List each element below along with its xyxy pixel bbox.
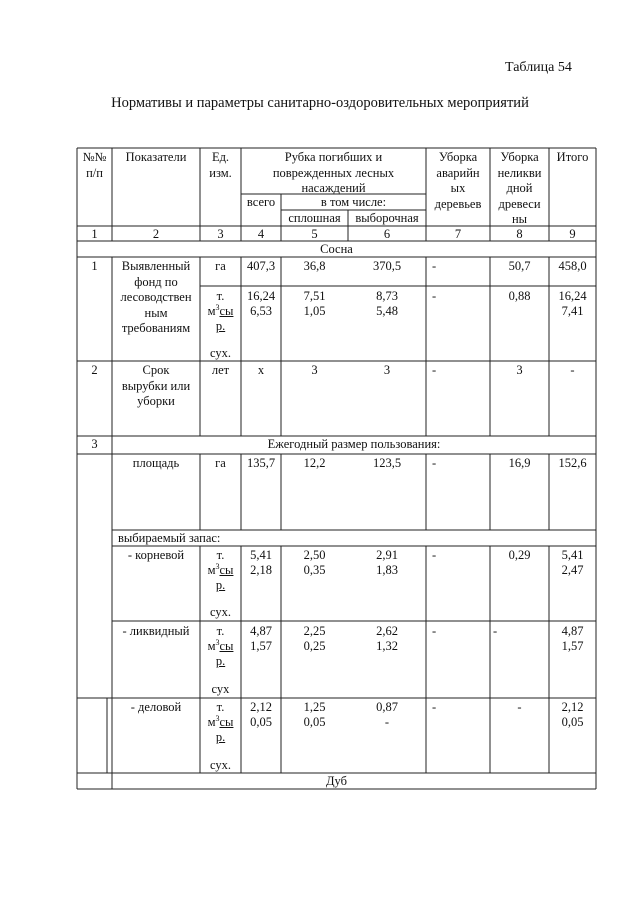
col-number: 2 bbox=[152, 227, 160, 241]
header-felling bbox=[241, 150, 426, 197]
table-label: Таблица 54 bbox=[505, 60, 572, 75]
liquid-value: - bbox=[432, 624, 437, 638]
value-line: 2,62 bbox=[376, 624, 398, 638]
unit-sup: 3 bbox=[215, 302, 220, 312]
row2-unit: лет bbox=[211, 363, 230, 377]
row1-unit-ha: га bbox=[215, 259, 226, 273]
header-total-sub: всего bbox=[246, 195, 276, 209]
business-label: - деловой bbox=[130, 700, 182, 714]
col-number: 1 bbox=[91, 227, 98, 241]
row2-value: 3 bbox=[383, 363, 391, 377]
unit-line: т. bbox=[216, 700, 225, 714]
value-line: 1,57 bbox=[250, 639, 272, 653]
area-value: 12,2 bbox=[303, 456, 326, 470]
value-line: 2,91 bbox=[376, 548, 398, 562]
business-value: - bbox=[517, 700, 522, 714]
header-felling-line: поврежденных лесных bbox=[272, 165, 395, 180]
header-unmarket-line: ны bbox=[511, 212, 528, 226]
row3-num: 3 bbox=[91, 437, 98, 451]
value-line: 2,18 bbox=[250, 563, 272, 577]
col-number: 4 bbox=[257, 227, 265, 241]
business-unit-dry: сух. bbox=[209, 758, 231, 772]
value-line: 5,41 bbox=[561, 548, 584, 562]
row1-value: - bbox=[432, 259, 437, 273]
value-line: 4,87 bbox=[250, 624, 272, 638]
col-number: 7 bbox=[454, 227, 462, 241]
row1-m3-value: 0,88 bbox=[508, 289, 531, 303]
header-unit bbox=[200, 150, 241, 181]
value-line: 2,25 bbox=[303, 624, 326, 638]
section-annual-usage: Ежегодный размер пользования: bbox=[267, 437, 441, 451]
value-line: 6,53 bbox=[250, 304, 272, 318]
row1-label-line: требованиям bbox=[121, 321, 191, 335]
value-line: 8,73 bbox=[376, 289, 398, 303]
header-unmarket-line: дной bbox=[506, 181, 533, 195]
root-value bbox=[281, 548, 348, 578]
header-total: Итого bbox=[556, 150, 589, 164]
value-line: 1,83 bbox=[376, 563, 398, 577]
col-number: 9 bbox=[569, 227, 576, 241]
area-value: - bbox=[432, 456, 437, 470]
business-value: - bbox=[432, 700, 437, 714]
header-unmarket-line: Уборка bbox=[500, 150, 539, 164]
area-label: площадь bbox=[132, 456, 180, 470]
unit-line: т. bbox=[216, 624, 225, 638]
row1-value: 36,8 bbox=[303, 259, 326, 273]
business-value bbox=[241, 700, 281, 730]
row1-m3-value bbox=[549, 289, 596, 319]
root-value bbox=[348, 548, 426, 578]
header-unit-line: изм. bbox=[209, 165, 232, 180]
row1-label bbox=[112, 259, 200, 337]
header-num-line: №№ bbox=[82, 150, 107, 164]
header-selective: выборочная bbox=[355, 211, 419, 225]
value-line: 7,51 bbox=[303, 289, 326, 303]
header-windfall-line: деревьев bbox=[434, 196, 482, 211]
value-line: 5,41 bbox=[250, 548, 272, 562]
row1-num: 1 bbox=[91, 259, 98, 273]
header-windfall-line: аварийн bbox=[436, 165, 480, 180]
unit-line bbox=[200, 715, 241, 730]
unit-m: м bbox=[207, 639, 216, 653]
row2-label bbox=[112, 363, 200, 410]
row1-unit-m3 bbox=[200, 289, 241, 334]
header-unmarketable bbox=[490, 150, 549, 228]
unit-m: м bbox=[207, 304, 216, 318]
row2-value: - bbox=[432, 363, 437, 377]
area-value: 152,6 bbox=[558, 456, 587, 470]
row1-label-line: фонд по bbox=[134, 274, 178, 289]
row2-label-line: уборки bbox=[137, 394, 175, 408]
row2-value: 3 bbox=[516, 363, 523, 377]
header-unit-line: Ед. bbox=[211, 150, 230, 164]
unit-line bbox=[200, 639, 241, 654]
unit-sup: 3 bbox=[215, 637, 220, 647]
value-line: 0,05 bbox=[561, 715, 584, 729]
header-windfall-line: ых bbox=[450, 181, 466, 195]
row2-value: - bbox=[570, 363, 575, 377]
col-number: 6 bbox=[383, 227, 391, 241]
root-label: - корневой bbox=[127, 548, 185, 562]
unit-line: р. bbox=[215, 319, 226, 333]
row1-unit-dry: сух. bbox=[209, 346, 231, 360]
header-num bbox=[77, 150, 112, 181]
col-number: 3 bbox=[217, 227, 224, 241]
root-unit-dry: сух. bbox=[209, 605, 231, 619]
unit-m: м bbox=[207, 715, 216, 729]
unit-line bbox=[200, 563, 241, 578]
value-line: 2,12 bbox=[250, 700, 272, 714]
area-value: 123,5 bbox=[372, 456, 402, 470]
row1-value: 50,7 bbox=[508, 259, 531, 273]
row1-label-line: ным bbox=[144, 305, 168, 320]
unit-m: м bbox=[207, 563, 216, 577]
liquid-value bbox=[281, 624, 348, 654]
value-line: 2,12 bbox=[561, 700, 584, 714]
unit-line: р. bbox=[215, 578, 226, 592]
unit-sup: 3 bbox=[215, 713, 220, 723]
business-value bbox=[281, 700, 348, 730]
header-unmarket-line: неликви bbox=[497, 165, 542, 180]
header-felling-line: насаждений bbox=[301, 181, 366, 195]
value-line: 1,25 bbox=[303, 700, 326, 714]
value-line: 7,41 bbox=[561, 304, 584, 318]
unit-sy: сы bbox=[219, 639, 234, 653]
value-line: 1,05 bbox=[303, 304, 326, 318]
value-line: 2,50 bbox=[303, 548, 326, 562]
liquid-label: - ликвидный bbox=[122, 624, 190, 638]
area-value: 135,7 bbox=[246, 456, 276, 470]
value-line: 4,87 bbox=[561, 624, 584, 638]
unit-sy: сы bbox=[219, 715, 234, 729]
header-including: в том числе: bbox=[320, 195, 387, 209]
header-num-line: п/п bbox=[86, 165, 103, 180]
section-oak: Дуб bbox=[326, 774, 347, 788]
area-unit: га bbox=[215, 456, 226, 470]
value-line: 16,24 bbox=[558, 289, 587, 303]
header-felling-line: Рубка погибших и bbox=[284, 150, 383, 164]
row1-value: 407,3 bbox=[246, 259, 276, 273]
row1-label-line: лесоводствен bbox=[120, 290, 192, 304]
liquid-value bbox=[241, 624, 281, 654]
header-indicators: Показатели bbox=[125, 150, 187, 164]
col-number: 8 bbox=[516, 227, 523, 241]
liquid-unit-dry: сух bbox=[211, 682, 230, 696]
business-unit bbox=[200, 700, 241, 745]
row1-m3-value bbox=[241, 289, 281, 319]
root-unit bbox=[200, 548, 241, 593]
row2-value: 3 bbox=[311, 363, 318, 377]
header-solid: сплошная bbox=[288, 211, 341, 225]
unit-sup: 3 bbox=[215, 561, 220, 571]
root-value bbox=[241, 548, 281, 578]
value-line: 1,57 bbox=[561, 639, 584, 653]
unit-sy: сы bbox=[219, 304, 234, 318]
value-line: 5,48 bbox=[376, 304, 398, 318]
unit-line: р. bbox=[215, 730, 226, 744]
header-windfall bbox=[426, 150, 490, 212]
business-value bbox=[348, 700, 426, 730]
value-line: 2,47 bbox=[561, 563, 584, 577]
value-line: 16,24 bbox=[246, 289, 276, 303]
row1-m3-value bbox=[281, 289, 348, 319]
value-line: 0,05 bbox=[303, 715, 326, 729]
row1-label-line: Выявленный bbox=[121, 259, 191, 273]
value-line: 0,35 bbox=[303, 563, 326, 577]
row1-value: 370,5 bbox=[372, 259, 402, 273]
col-number: 5 bbox=[311, 227, 318, 241]
root-value: 0,29 bbox=[508, 548, 531, 562]
value-line: 1,32 bbox=[376, 639, 398, 653]
value-line: 0,25 bbox=[303, 639, 326, 653]
liquid-value: - bbox=[493, 624, 498, 638]
section-pine: Сосна bbox=[320, 242, 353, 256]
row2-value: х bbox=[257, 363, 265, 377]
value-line: - bbox=[384, 715, 390, 729]
row1-m3-value bbox=[348, 289, 426, 319]
unit-line: т. bbox=[216, 548, 225, 562]
header-windfall-line: Уборка bbox=[438, 150, 478, 164]
unit-line: р. bbox=[215, 654, 226, 668]
stock-label: выбираемый запас: bbox=[118, 531, 221, 545]
row2-label-line: Срок bbox=[142, 363, 170, 377]
liquid-value bbox=[549, 624, 596, 654]
table-title: Нормативы и параметры санитарно-оздоровительных мероприятий bbox=[111, 95, 529, 111]
area-value: 16,9 bbox=[508, 456, 531, 470]
row2-num: 2 bbox=[91, 363, 98, 377]
liquid-unit bbox=[200, 624, 241, 669]
root-value: - bbox=[432, 548, 437, 562]
value-line: 0,05 bbox=[250, 715, 272, 729]
liquid-value bbox=[348, 624, 426, 654]
value-line: 0,87 bbox=[376, 700, 398, 714]
unit-sy: сы bbox=[219, 563, 234, 577]
unit-line: т. bbox=[216, 289, 225, 303]
business-value bbox=[549, 700, 596, 730]
root-value bbox=[549, 548, 596, 578]
unit-line bbox=[200, 304, 241, 319]
row1-value: 458,0 bbox=[558, 259, 587, 273]
row2-label-line: вырубки или bbox=[121, 378, 191, 393]
row1-m3-value: - bbox=[432, 289, 437, 303]
header-unmarket-line: древеси bbox=[498, 196, 541, 211]
